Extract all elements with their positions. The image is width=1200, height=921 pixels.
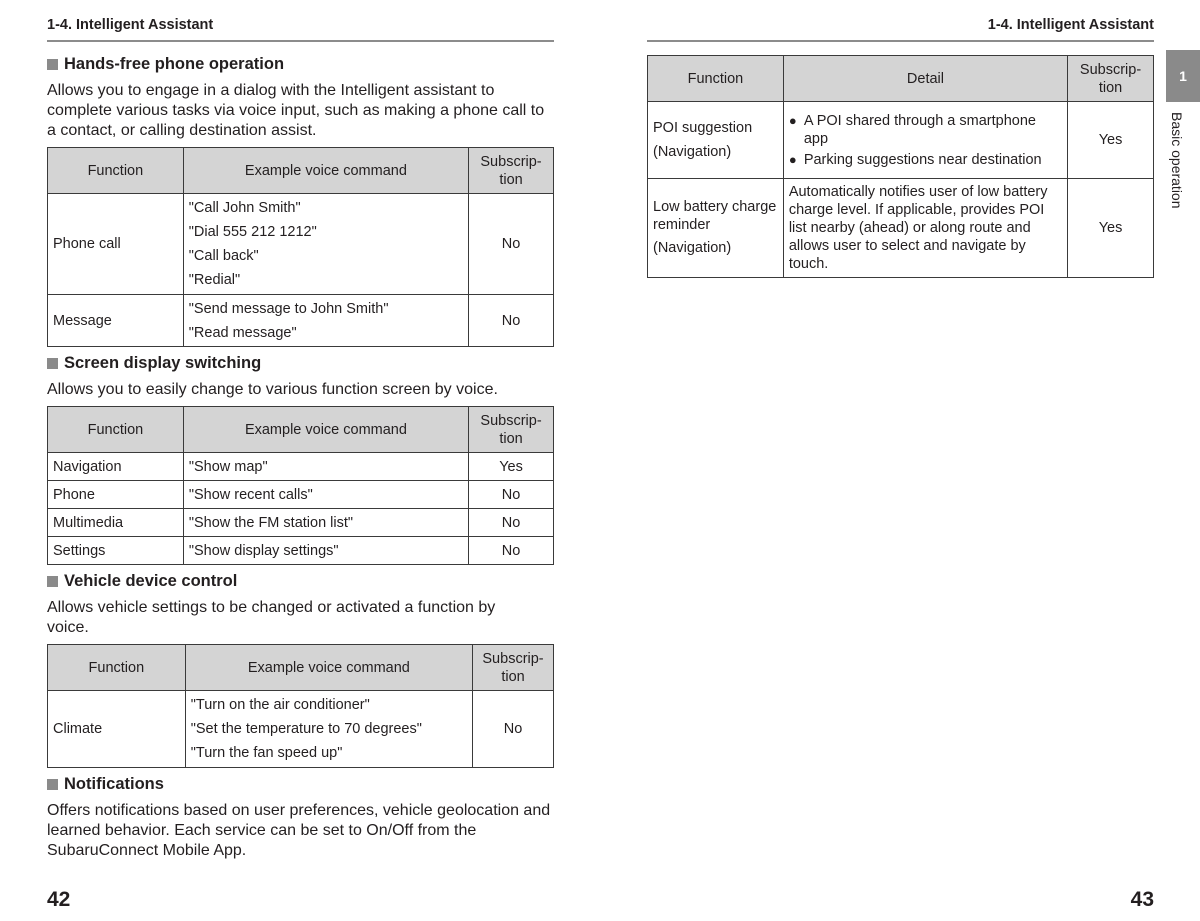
- command-cell: "Show the FM station list": [183, 509, 468, 537]
- header-subscription: Subscrip- tion: [469, 407, 554, 453]
- subscription-cell: Yes: [1068, 179, 1154, 278]
- table-header-row: [48, 148, 554, 194]
- table-row: [648, 102, 1154, 179]
- table-row: [48, 481, 554, 509]
- subscription-cell: Yes: [469, 453, 554, 481]
- command-cell: "Send message to John Smith" "Read message": [183, 295, 468, 347]
- command-cell: "Show recent calls": [183, 481, 468, 509]
- header-function: Function: [48, 407, 184, 453]
- section-title-hands-free: Hands-free phone operation: [47, 55, 284, 74]
- running-head: 1-4. Intelligent Assistant: [647, 17, 1154, 42]
- command-cell: "Show display settings": [183, 537, 468, 565]
- function-cell: Low battery charge reminder (Navigation): [648, 179, 784, 278]
- running-head: 1-4. Intelligent Assistant: [47, 17, 554, 42]
- chapter-tab: 1: [1166, 50, 1200, 102]
- chapter-label: Basic operation: [1169, 112, 1185, 209]
- square-bullet-icon: [47, 59, 58, 70]
- screen-display-table: [47, 406, 554, 565]
- function-cell: Climate: [48, 691, 186, 768]
- header-function: Function: [48, 148, 184, 194]
- subscription-cell: No: [469, 481, 554, 509]
- command-cell: "Call John Smith" "Dial 555 212 1212" "Call back" "Redial": [183, 194, 468, 295]
- right-page: [647, 0, 1154, 921]
- page-number: 42: [47, 888, 71, 911]
- bullet-dot-icon: ●: [788, 112, 797, 128]
- command-cell: "Show map": [183, 453, 468, 481]
- function-cell: POI suggestion (Navigation): [648, 102, 784, 179]
- subscription-cell: No: [469, 295, 554, 347]
- table-row: [48, 194, 554, 295]
- function-cell: Multimedia: [48, 509, 184, 537]
- header-detail: Detail: [783, 56, 1067, 102]
- table-header-row: [48, 645, 554, 691]
- section-description: Offers notifications based on user preferences, vehicle geolocation and learned behavior. Each service can be set to On/Off from the SubaruConnect Mobile App.: [47, 802, 551, 859]
- subscription-cell: No: [469, 509, 554, 537]
- detail-bullet: ● Parking suggestions near destination: [788, 151, 1042, 168]
- page-number: 43: [1130, 888, 1154, 911]
- table-header-row: [48, 407, 554, 453]
- header-command: Example voice command: [183, 148, 468, 194]
- notifications-table: [647, 55, 1154, 278]
- header-subscription: Subscrip- tion: [1068, 56, 1154, 102]
- detail-cell: [783, 102, 1067, 179]
- table-header-row: [648, 56, 1154, 102]
- section-description: Allows you to engage in a dialog with the Intelligent assistant to complete various tasks via voice input, such as making a phone call to a contact, or calling destination assist.: [47, 82, 545, 139]
- subscription-cell: Yes: [1068, 102, 1154, 179]
- subscription-cell: No: [469, 537, 554, 565]
- square-bullet-icon: [47, 358, 58, 369]
- detail-cell: Automatically notifies user of low battery charge level. If applicable, provides POI list nearby (ahead) or along route and allows user to select and navigate by touch.: [783, 179, 1067, 278]
- vehicle-device-table: [47, 644, 554, 768]
- bullet-dot-icon: ●: [788, 151, 797, 167]
- header-subscription: Subscrip- tion: [473, 645, 554, 691]
- detail-bullet: ● A POI shared through a smartphone app: [788, 112, 1036, 147]
- header-command: Example voice command: [183, 407, 468, 453]
- table-row: [48, 453, 554, 481]
- table-row: [48, 691, 554, 768]
- hands-free-table: [47, 147, 554, 347]
- function-cell: Phone: [48, 481, 184, 509]
- square-bullet-icon: [47, 779, 58, 790]
- function-cell: Message: [48, 295, 184, 347]
- header-subscription: Subscrip- tion: [469, 148, 554, 194]
- table-row: [648, 179, 1154, 278]
- table-row: [48, 295, 554, 347]
- function-cell: Phone call: [48, 194, 184, 295]
- section-title-notifications: Notifications: [47, 775, 164, 794]
- header-function: Function: [648, 56, 784, 102]
- function-cell: Settings: [48, 537, 184, 565]
- header-function: Function: [48, 645, 186, 691]
- command-cell: "Turn on the air conditioner" "Set the temperature to 70 degrees" "Turn the fan speed up": [185, 691, 472, 768]
- subscription-cell: No: [469, 194, 554, 295]
- section-title-screen-display: Screen display switching: [47, 354, 261, 373]
- table-row: [48, 509, 554, 537]
- subscription-cell: No: [473, 691, 554, 768]
- table-row: [48, 537, 554, 565]
- left-page: [47, 0, 554, 921]
- section-description: Allows you to easily change to various function screen by voice.: [47, 381, 498, 398]
- section-description: Allows vehicle settings to be changed or activated a function by voice.: [47, 599, 496, 636]
- square-bullet-icon: [47, 576, 58, 587]
- function-cell: Navigation: [48, 453, 184, 481]
- header-command: Example voice command: [185, 645, 472, 691]
- section-title-vehicle-device: Vehicle device control: [47, 572, 237, 591]
